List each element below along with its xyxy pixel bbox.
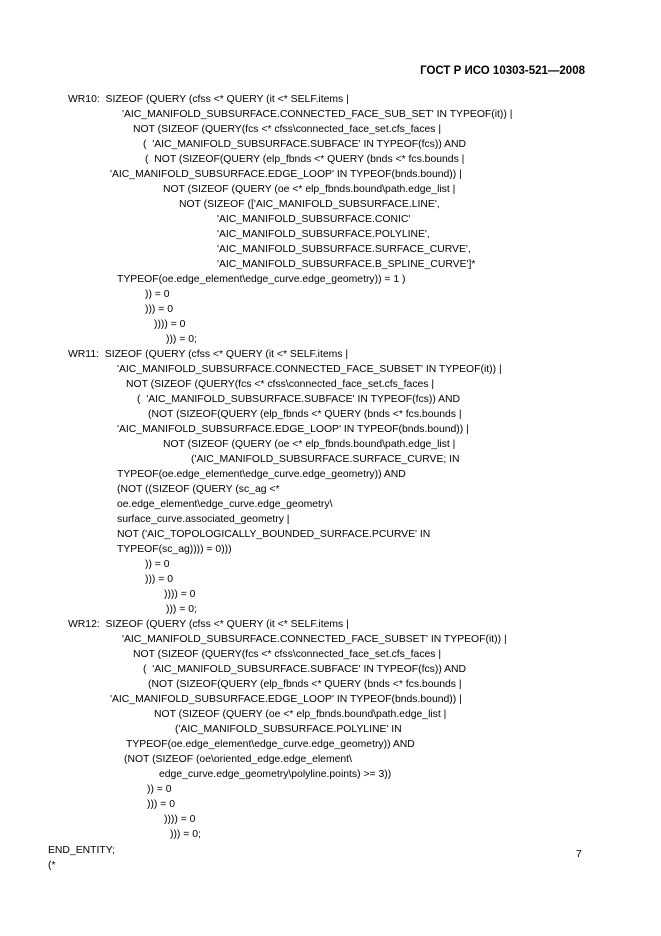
code-line: ( 'AIC_MANIFOLD_SUBSURFACE.SUBFACE' IN TYPEOF(fcs)) AND — [143, 664, 467, 675]
code-line: (NOT (SIZEOF (oe\oriented_edge.edge_element\ — [124, 754, 352, 765]
code-line: WR11: SIZEOF (QUERY (cfss <* QUERY (it <* SELF.items | — [68, 349, 349, 360]
code-line: WR12: SIZEOF (QUERY (cfss <* QUERY (it <* SELF.items | — [68, 619, 349, 630]
code-line: oe.edge_element\edge_curve.edge_geometry\ — [117, 499, 333, 510]
code-line: TYPEOF(sc_ag)))) = 0))) — [117, 544, 232, 555]
code-line: END_ENTITY; — [48, 845, 115, 856]
code-line: NOT (SIZEOF (QUERY(fcs <* cfss\connected_face_set.cfs_faces | — [133, 124, 442, 135]
code-line: NOT (SIZEOF (QUERY (oe <* elp_fbnds.bound\path.edge_list | — [163, 184, 456, 195]
code-line: ))) = 0; — [166, 334, 197, 345]
code-line: 'AIC_MANIFOLD_SUBSURFACE.CONNECTED_FACE_SUB_SET' IN TYPEOF(it)) | — [122, 109, 513, 120]
code-line: TYPEOF(oe.edge_element\edge_curve.edge_geometry)) AND — [126, 739, 415, 750]
code-line: ( 'AIC_MANIFOLD_SUBSURFACE.SUBFACE' IN TYPEOF(fcs)) AND — [137, 394, 461, 405]
code-line: )) = 0 — [145, 559, 170, 570]
code-line: ))) = 0 — [145, 304, 174, 315]
code-line: ( 'AIC_MANIFOLD_SUBSURFACE.SUBFACE' IN TYPEOF(fcs)) AND — [143, 139, 467, 150]
code-line: (NOT ((SIZEOF (QUERY (sc_ag <* — [117, 484, 280, 495]
page-header-title: ГОСТ Р ИСО 10303-521—2008 — [420, 65, 585, 77]
code-line: 'AIC_MANIFOLD_SUBSURFACE.CONNECTED_FACE_SUBSET' IN TYPEOF(it)) | — [122, 634, 507, 645]
code-line: NOT (SIZEOF (['AIC_MANIFOLD_SUBSURFACE.LINE', — [179, 199, 440, 210]
code-line: NOT (SIZEOF (QUERY (oe <* elp_fbnds.bound\path.edge_list | — [154, 709, 447, 720]
code-line: 'AIC_MANIFOLD_SUBSURFACE.EDGE_LOOP' IN TYPEOF(bnds.bound)) | — [110, 694, 462, 705]
code-line: ( NOT (SIZEOF(QUERY (elp_fbnds <* QUERY (bnds <* fcs.bounds | — [145, 154, 465, 165]
code-line: 'AIC_MANIFOLD_SUBSURFACE.EDGE_LOOP' IN TYPEOF(bnds.bound)) | — [117, 424, 469, 435]
code-line: 'AIC_MANIFOLD_SUBSURFACE.EDGE_LOOP' IN TYPEOF(bnds.bound)) | — [110, 169, 462, 180]
code-line: edge_curve.edge_geometry\polyline.points) >= 3)) — [159, 769, 392, 780]
code-line: )))) = 0 — [164, 589, 196, 600]
code-line: 'AIC_MANIFOLD_SUBSURFACE.POLYLINE', — [217, 229, 430, 240]
code-line: )))) = 0 — [164, 814, 196, 825]
code-line: TYPEOF(oe.edge_element\edge_curve.edge_geometry)) AND — [117, 469, 406, 480]
code-line: ))) = 0 — [147, 799, 176, 810]
code-line: )) = 0 — [147, 784, 172, 795]
code-line: 'AIC_MANIFOLD_SUBSURFACE.CONIC' — [217, 214, 411, 225]
code-line: ))) = 0; — [166, 604, 197, 615]
code-line: )))) = 0 — [154, 319, 186, 330]
code-line: NOT (SIZEOF (QUERY(fcs <* cfss\connected_face_set.cfs_faces | — [126, 379, 435, 390]
code-line: )) = 0 — [145, 289, 170, 300]
code-line: (NOT (SIZEOF(QUERY (elp_fbnds <* QUERY (bnds <* fcs.bounds | — [148, 409, 462, 420]
code-line: 'AIC_MANIFOLD_SUBSURFACE.CONNECTED_FACE_SUBSET' IN TYPEOF(it)) | — [117, 364, 502, 375]
code-line: ('AIC_MANIFOLD_SUBSURFACE.SURFACE_CURVE; IN — [191, 454, 460, 465]
code-line: NOT (SIZEOF (QUERY (oe <* elp_fbnds.bound\path.edge_list | — [163, 439, 456, 450]
code-line: NOT ('AIC_TOPOLOGICALLY_BOUNDED_SURFACE.PCURVE' IN — [117, 529, 431, 540]
page-number: 7 — [576, 849, 582, 860]
code-line: (* — [48, 860, 56, 871]
code-line: WR10: SIZEOF (QUERY (cfss <* QUERY (it <* SELF.items | — [68, 94, 349, 105]
code-line: 'AIC_MANIFOLD_SUBSURFACE.SURFACE_CURVE', — [217, 244, 471, 255]
code-line: ))) = 0 — [145, 574, 174, 585]
code-line: 'AIC_MANIFOLD_SUBSURFACE.B_SPLINE_CURVE']* — [217, 259, 476, 270]
code-line: ('AIC_MANIFOLD_SUBSURFACE.POLYLINE' IN — [175, 724, 402, 735]
code-line: surface_curve.associated_geometry | — [117, 514, 290, 525]
code-line: ))) = 0; — [170, 829, 201, 840]
code-line: NOT (SIZEOF (QUERY(fcs <* cfss\connected_face_set.cfs_faces | — [133, 649, 442, 660]
code-line: TYPEOF(oe.edge_element\edge_curve.edge_geometry)) = 1 ) — [117, 274, 406, 285]
code-line: (NOT (SIZEOF(QUERY (elp_fbnds <* QUERY (bnds <* fcs.bounds | — [148, 679, 462, 690]
